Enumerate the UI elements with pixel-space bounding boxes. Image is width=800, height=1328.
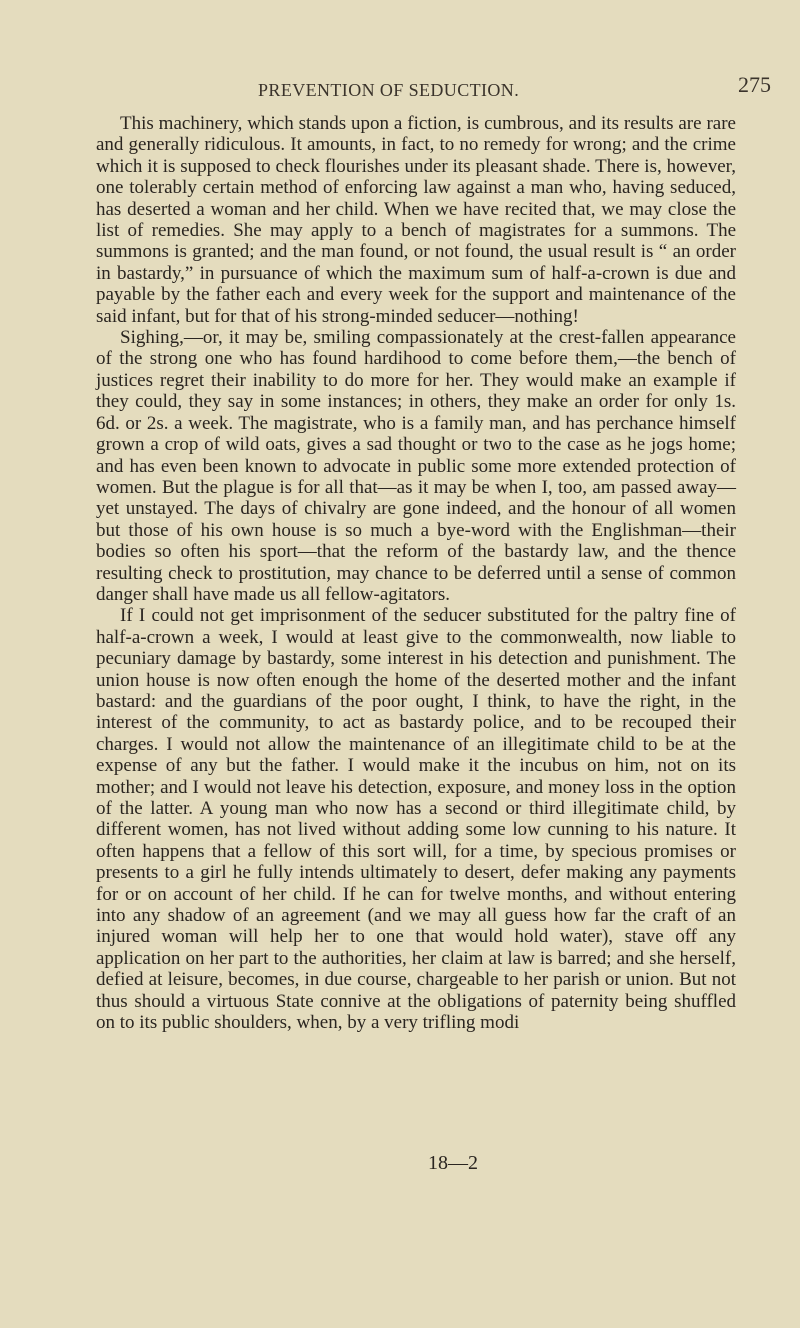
paragraph: Sighing,—or, it may be, smiling compassionately at the crest-fallen appearance of the strong one who has found hardihood to come before them,—the bench of justices regret their inability to do more for her. They would make an example if they could, they say in some instances; in others, they make an order for only 1s. 6d. or 2s. a week. The magistrate, who is a family man, and has perchance himself grown a crop of wild oats, gives a sad thought or two to the case as he jogs home; and has even been known to advocate in public some more extended protection of women. But the plague is for all that—as it may be when I, too, am passed away—yet unstayed. The days of chivalry are gone indeed, and the honour of all women but those of his own house is so much a bye-word with the Englishman—their bodies so often his sport—that the reform of the bastardy law, and the thence resulting check to prostitution, may chance to be deferred until a sense of common danger shall have made us all fellow-agitators. xyxy=(96,327,736,605)
signature-mark: 18—2 xyxy=(428,1152,478,1174)
body-text xyxy=(96,113,736,1033)
paragraph: This machinery, which stands upon a fiction, is cumbrous, and its results are rare and generally ridiculous. It amounts, in fact, to no remedy for wrong; and the crime which it is supposed to check flourishes under its pleasant shade. There is, however, one tolerably certain method of enforcing law against a man who, having seduced, has deserted a woman and her child. When we have recited that, we may close the list of remedies. She may apply to a bench of magistrates for a summons. The summons is granted; and the man found, or not found, the usual result is “ an order in bastardy,” in pursuance of which the maximum sum of half-a-crown is due and payable by the father each and every week for the support and maintenance of the said infant, but for that of his strong-minded seducer—nothing! xyxy=(96,113,736,327)
page-number: 275 xyxy=(738,72,771,97)
paragraph: If I could not get imprisonment of the seducer substituted for the paltry fine of half-a-crown a week, I would at least give to the commonwealth, now liable to pecuniary damage by bastardy, some interest in his detection and punishment. The union house is now often enough the home of the deserted mother and the infant bastard: and the guardians of the poor ought, I think, to have the right, in the interest of the community, to act as bastardy police, and to be recouped their charges. I would not allow the maintenance of an illegitimate child to be at the expense of any but the father. I would make it the incubus on him, not on its mother; and I would not leave his detection, exposure, and money loss in the option of the latter. A young man who now has a second or third illegitimate child, by different women, has not lived without adding some low cunning to his nature. It often happens that a fellow of this sort will, for a time, by specious promises or presents to a girl he fully intends ultimately to desert, defer making any payments for or on account of her child. If he can for twelve months, and without entering into any shadow of an agreement (and we may all guess how far the craft of an injured woman will help her to one that would hold water), stave off any application on her part to the authorities, her claim at law is barred; and she herself, defied at leisure, becomes, in due course, chargeable to her parish or union. But not thus should a virtuous State connive at the obligations of paternity being shuffled on to its public shoulders, when, by a very trifling modi xyxy=(96,605,736,1034)
running-title: PREVENTION OF SEDUCTION. xyxy=(258,80,520,100)
